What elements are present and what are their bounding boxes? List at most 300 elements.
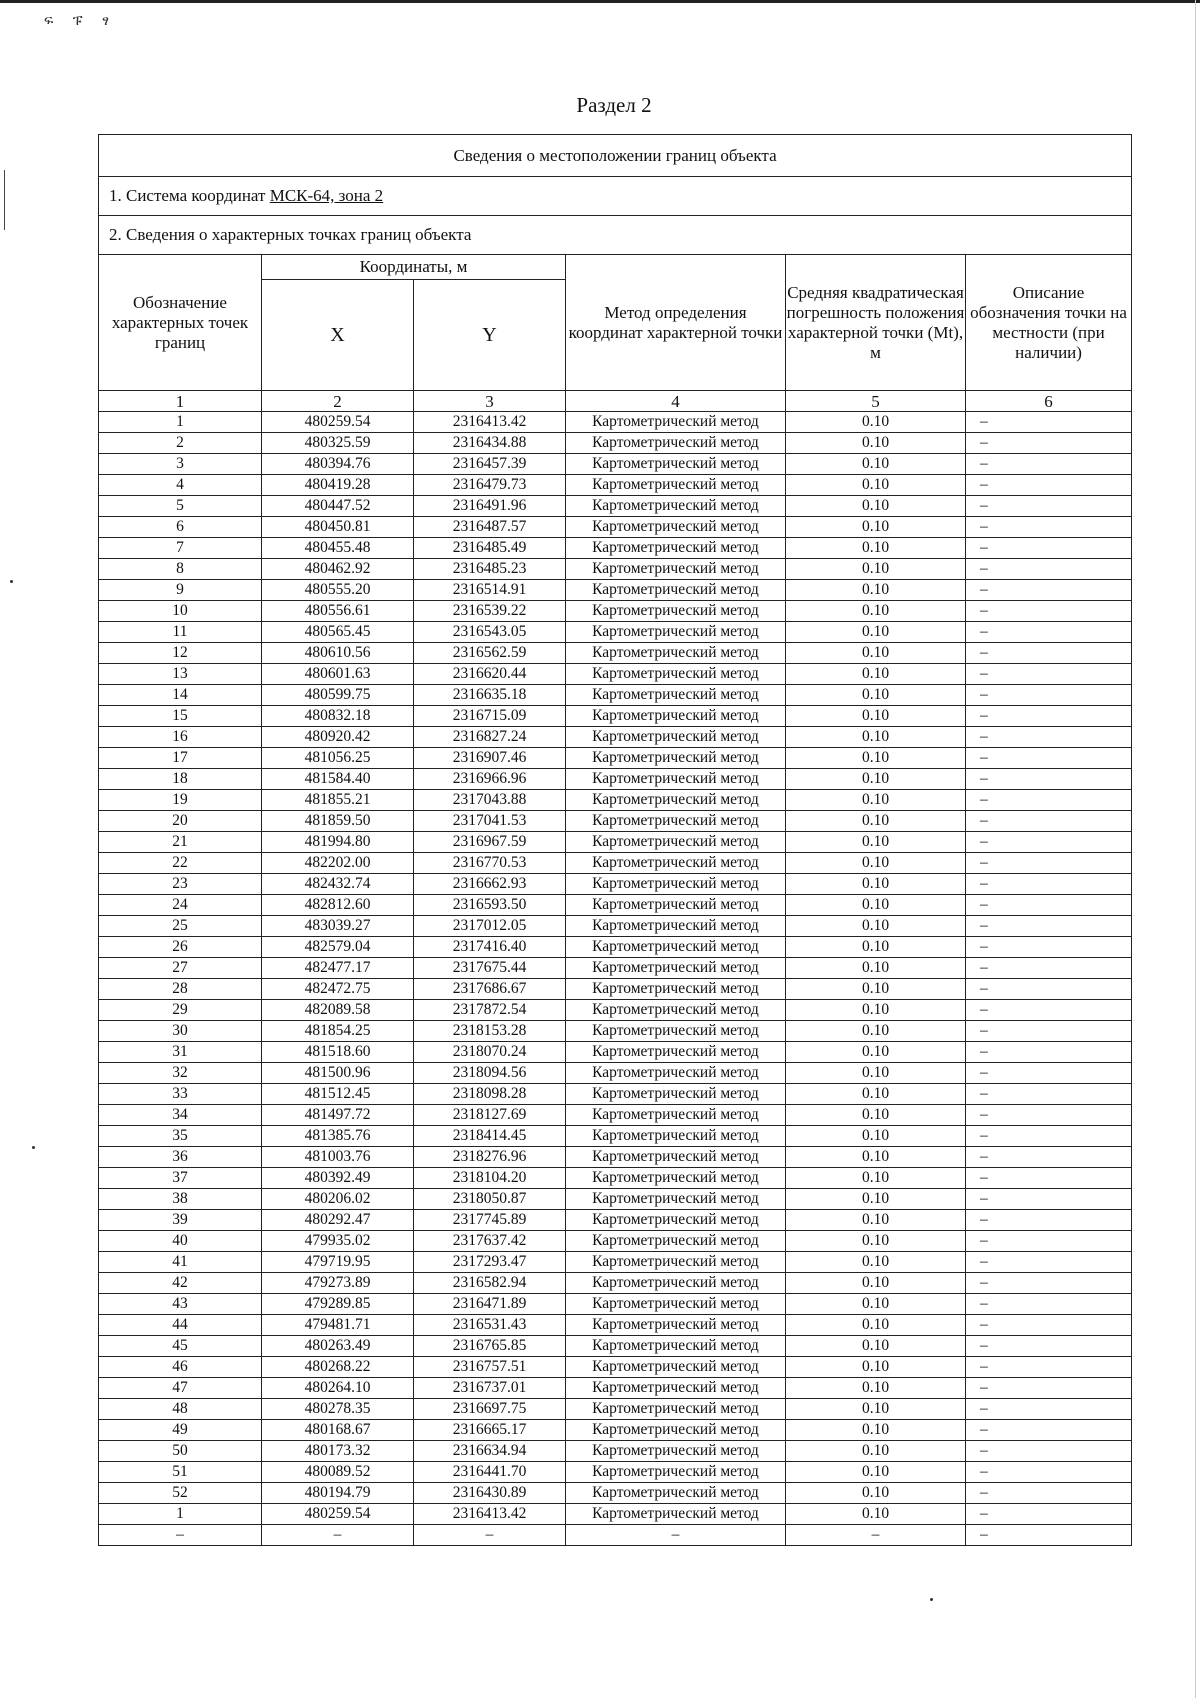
description-cell: –: [966, 1357, 1132, 1378]
error-cell: 0.10: [786, 454, 966, 475]
y-coordinate-cell: 2316539.22: [414, 601, 566, 622]
table-row-empty: [99, 1525, 1132, 1546]
description-cell: –: [966, 1021, 1132, 1042]
table-row: [99, 1042, 1132, 1063]
description-cell: –: [966, 1147, 1132, 1168]
error-cell: 0.10: [786, 706, 966, 727]
point-number-cell: 16: [99, 727, 262, 748]
method-cell: Картометрический метод: [566, 1420, 786, 1441]
method-cell: Картометрический метод: [566, 1105, 786, 1126]
y-coordinate-cell: 2318104.20: [414, 1168, 566, 1189]
description-cell: –: [966, 1042, 1132, 1063]
coordinate-system-value: МСК-64, зона 2: [269, 186, 384, 205]
point-number-cell: 14: [99, 685, 262, 706]
error-cell: 0.10: [786, 1504, 966, 1525]
error-cell: 0.10: [786, 1231, 966, 1252]
table-row: [99, 1021, 1132, 1042]
table-row: [99, 748, 1132, 769]
y-coordinate-cell: 2318094.56: [414, 1063, 566, 1084]
error-cell: 0.10: [786, 622, 966, 643]
table-row: [99, 769, 1132, 790]
column-number: 2: [262, 391, 414, 412]
description-cell: –: [966, 1336, 1132, 1357]
x-coordinate-cell: 481584.40: [262, 769, 414, 790]
x-coordinate-cell: 481500.96: [262, 1063, 414, 1084]
method-cell: Картометрический метод: [566, 874, 786, 895]
right-edge-line: [1195, 0, 1196, 1698]
x-coordinate-cell: 480455.48: [262, 538, 414, 559]
section-title: Раздел 2: [576, 93, 652, 117]
x-coordinate-cell: 480601.63: [262, 664, 414, 685]
description-cell: –: [966, 1189, 1132, 1210]
x-coordinate-cell: 479273.89: [262, 1273, 414, 1294]
description-cell: –: [966, 601, 1132, 622]
x-coordinate-cell: 480419.28: [262, 475, 414, 496]
method-cell: Картометрический метод: [566, 1441, 786, 1462]
error-cell: 0.10: [786, 1357, 966, 1378]
point-number-cell: 43: [99, 1294, 262, 1315]
x-coordinate-cell: 479935.02: [262, 1231, 414, 1252]
x-coordinate-cell: 481994.80: [262, 832, 414, 853]
method-cell: Картометрический метод: [566, 1357, 786, 1378]
error-cell: 0.10: [786, 559, 966, 580]
x-coordinate-cell: 480268.22: [262, 1357, 414, 1378]
empty-dash-cell: –: [414, 1525, 566, 1546]
point-number-cell: 37: [99, 1168, 262, 1189]
x-coordinate-cell: 481859.50: [262, 811, 414, 832]
description-cell: –: [966, 1231, 1132, 1252]
description-cell: –: [966, 1504, 1132, 1525]
empty-dash-cell: –: [99, 1525, 262, 1546]
y-coordinate-cell: 2316827.24: [414, 727, 566, 748]
y-coordinate-cell: 2318098.28: [414, 1084, 566, 1105]
table-row: [99, 1378, 1132, 1399]
point-number-cell: 40: [99, 1231, 262, 1252]
y-coordinate-cell: 2318127.69: [414, 1105, 566, 1126]
error-cell: 0.10: [786, 1378, 966, 1399]
error-cell: 0.10: [786, 1126, 966, 1147]
y-coordinate-cell: 2316737.01: [414, 1378, 566, 1399]
point-number-cell: 10: [99, 601, 262, 622]
y-coordinate-cell: 2316697.75: [414, 1399, 566, 1420]
table-row: [99, 958, 1132, 979]
x-coordinate-cell: 479289.85: [262, 1294, 414, 1315]
table-row: [99, 1063, 1132, 1084]
table-row: [99, 790, 1132, 811]
y-coordinate-cell: 2316485.23: [414, 559, 566, 580]
table-row: [99, 916, 1132, 937]
y-coordinate-cell: 2318276.96: [414, 1147, 566, 1168]
empty-dash-cell: –: [566, 1525, 786, 1546]
description-cell: –: [966, 832, 1132, 853]
y-coordinate-cell: 2316634.94: [414, 1441, 566, 1462]
table-row: [99, 538, 1132, 559]
description-cell: –: [966, 643, 1132, 664]
y-coordinate-cell: 2317012.05: [414, 916, 566, 937]
description-cell: –: [966, 853, 1132, 874]
point-number-cell: 9: [99, 580, 262, 601]
x-coordinate-cell: 483039.27: [262, 916, 414, 937]
method-cell: Картометрический метод: [566, 1063, 786, 1084]
method-cell: Картометрический метод: [566, 643, 786, 664]
description-cell: –: [966, 412, 1132, 433]
description-cell: –: [966, 769, 1132, 790]
error-cell: 0.10: [786, 916, 966, 937]
point-number-cell: 26: [99, 937, 262, 958]
description-cell: –: [966, 1399, 1132, 1420]
y-coordinate-cell: 2316907.46: [414, 748, 566, 769]
error-cell: 0.10: [786, 1021, 966, 1042]
method-cell: Картометрический метод: [566, 769, 786, 790]
error-cell: 0.10: [786, 1210, 966, 1231]
table-row: [99, 643, 1132, 664]
y-coordinate-cell: 2317041.53: [414, 811, 566, 832]
error-cell: 0.10: [786, 1462, 966, 1483]
error-cell: 0.10: [786, 748, 966, 769]
description-cell: –: [966, 433, 1132, 454]
x-coordinate-cell: 480832.18: [262, 706, 414, 727]
x-coordinate-cell: 480556.61: [262, 601, 414, 622]
point-number-cell: 24: [99, 895, 262, 916]
method-cell: Картометрический метод: [566, 580, 786, 601]
table-row: [99, 601, 1132, 622]
table-row: [99, 853, 1132, 874]
error-cell: 0.10: [786, 874, 966, 895]
point-number-cell: 35: [99, 1126, 262, 1147]
error-cell: 0.10: [786, 1105, 966, 1126]
left-margin-mark: [4, 170, 5, 230]
x-coordinate-cell: 480920.42: [262, 727, 414, 748]
error-cell: 0.10: [786, 937, 966, 958]
table-row: [99, 1105, 1132, 1126]
x-coordinate-cell: 479719.95: [262, 1252, 414, 1273]
error-cell: 0.10: [786, 1252, 966, 1273]
x-coordinate-cell: 480292.47: [262, 1210, 414, 1231]
point-number-cell: 8: [99, 559, 262, 580]
error-cell: 0.10: [786, 685, 966, 706]
method-cell: Картометрический метод: [566, 454, 786, 475]
table-row: [99, 1231, 1132, 1252]
point-number-cell: 34: [99, 1105, 262, 1126]
table-row: [99, 1147, 1132, 1168]
point-number-cell: 3: [99, 454, 262, 475]
table-row: [99, 1336, 1132, 1357]
point-number-cell: 5: [99, 496, 262, 517]
table-row: [99, 664, 1132, 685]
table-row: [99, 1420, 1132, 1441]
method-cell: Картометрический метод: [566, 748, 786, 769]
x-coordinate-cell: 480259.54: [262, 1504, 414, 1525]
table-row: [99, 895, 1132, 916]
column-number: 4: [566, 391, 786, 412]
y-coordinate-cell: 2316430.89: [414, 1483, 566, 1504]
method-cell: Картометрический метод: [566, 1483, 786, 1504]
point-number-cell: 25: [99, 916, 262, 937]
method-cell: Картометрический метод: [566, 1504, 786, 1525]
description-cell: –: [966, 874, 1132, 895]
scan-speck: [32, 1146, 35, 1149]
point-number-cell: 49: [99, 1420, 262, 1441]
description-cell: –: [966, 748, 1132, 769]
description-cell: –: [966, 958, 1132, 979]
y-coordinate-cell: 2316471.89: [414, 1294, 566, 1315]
error-cell: 0.10: [786, 580, 966, 601]
method-cell: Картометрический метод: [566, 1168, 786, 1189]
error-cell: 0.10: [786, 1084, 966, 1105]
point-number-cell: 1: [99, 412, 262, 433]
point-number-cell: 17: [99, 748, 262, 769]
x-coordinate-cell: 480392.49: [262, 1168, 414, 1189]
description-cell: –: [966, 1441, 1132, 1462]
y-coordinate-cell: 2316491.96: [414, 496, 566, 517]
y-coordinate-cell: 2317745.89: [414, 1210, 566, 1231]
y-coordinate-cell: 2316620.44: [414, 664, 566, 685]
x-coordinate-cell: 480462.92: [262, 559, 414, 580]
x-coordinate-cell: 480447.52: [262, 496, 414, 517]
method-cell: Картометрический метод: [566, 916, 786, 937]
corner-marks: ፍ ፑ ፃ: [44, 14, 117, 29]
x-coordinate-cell: 482089.58: [262, 1000, 414, 1021]
error-cell: 0.10: [786, 433, 966, 454]
x-coordinate-cell: 480089.52: [262, 1462, 414, 1483]
y-coordinate-cell: 2316485.49: [414, 538, 566, 559]
description-cell: –: [966, 1462, 1132, 1483]
method-cell: Картометрический метод: [566, 622, 786, 643]
y-coordinate-cell: 2316514.91: [414, 580, 566, 601]
point-number-cell: 44: [99, 1315, 262, 1336]
x-coordinate-cell: 480555.20: [262, 580, 414, 601]
method-cell: Картометрический метод: [566, 1273, 786, 1294]
y-coordinate-cell: 2316665.17: [414, 1420, 566, 1441]
y-coordinate-cell: 2317675.44: [414, 958, 566, 979]
description-cell: –: [966, 496, 1132, 517]
y-coordinate-cell: 2318153.28: [414, 1021, 566, 1042]
method-cell: Картометрический метод: [566, 1189, 786, 1210]
point-number-cell: 41: [99, 1252, 262, 1273]
error-cell: 0.10: [786, 1483, 966, 1504]
x-coordinate-cell: 481518.60: [262, 1042, 414, 1063]
table-row: [99, 685, 1132, 706]
table-row: [99, 1399, 1132, 1420]
y-coordinate-cell: 2316434.88: [414, 433, 566, 454]
table-title: Сведения о местоположении границ объекта: [99, 135, 1132, 177]
y-coordinate-cell: 2317293.47: [414, 1252, 566, 1273]
table-row: [99, 433, 1132, 454]
table-row: [99, 1210, 1132, 1231]
table-row: [99, 1357, 1132, 1378]
x-coordinate-cell: 480206.02: [262, 1189, 414, 1210]
error-cell: 0.10: [786, 601, 966, 622]
point-number-cell: 28: [99, 979, 262, 1000]
point-number-cell: 31: [99, 1042, 262, 1063]
method-cell: Картометрический метод: [566, 1000, 786, 1021]
description-cell: –: [966, 538, 1132, 559]
x-coordinate-cell: 482812.60: [262, 895, 414, 916]
point-number-cell: 38: [99, 1189, 262, 1210]
header-point-label: Обозначение характерных точек границ: [99, 255, 262, 391]
error-cell: 0.10: [786, 475, 966, 496]
description-cell: –: [966, 1168, 1132, 1189]
x-coordinate-cell: 480263.49: [262, 1336, 414, 1357]
description-cell: –: [966, 559, 1132, 580]
point-number-cell: 51: [99, 1462, 262, 1483]
point-number-cell: 18: [99, 769, 262, 790]
table-row: [99, 517, 1132, 538]
description-cell: –: [966, 1378, 1132, 1399]
error-cell: 0.10: [786, 1441, 966, 1462]
error-cell: 0.10: [786, 1063, 966, 1084]
error-cell: 0.10: [786, 1294, 966, 1315]
point-number-cell: 42: [99, 1273, 262, 1294]
y-coordinate-cell: 2316765.85: [414, 1336, 566, 1357]
x-coordinate-cell: 482579.04: [262, 937, 414, 958]
table-row: [99, 1441, 1132, 1462]
y-coordinate-cell: 2316715.09: [414, 706, 566, 727]
description-cell: –: [966, 622, 1132, 643]
error-cell: 0.10: [786, 517, 966, 538]
point-number-cell: 6: [99, 517, 262, 538]
x-coordinate-cell: 480259.54: [262, 412, 414, 433]
empty-dash-cell: –: [966, 1525, 1132, 1546]
error-cell: 0.10: [786, 853, 966, 874]
table-row: [99, 706, 1132, 727]
method-cell: Картометрический метод: [566, 1378, 786, 1399]
table-row: [99, 937, 1132, 958]
point-number-cell: 12: [99, 643, 262, 664]
method-cell: Картометрический метод: [566, 706, 786, 727]
table-row: [99, 454, 1132, 475]
description-cell: –: [966, 454, 1132, 475]
point-number-cell: 13: [99, 664, 262, 685]
description-cell: –: [966, 1000, 1132, 1021]
error-cell: 0.10: [786, 412, 966, 433]
point-number-cell: 36: [99, 1147, 262, 1168]
error-cell: 0.10: [786, 958, 966, 979]
error-cell: 0.10: [786, 643, 966, 664]
coordinate-system-prefix: 1. Система координат: [109, 186, 270, 205]
y-coordinate-cell: 2317872.54: [414, 1000, 566, 1021]
table-row: [99, 1189, 1132, 1210]
point-number-cell: 21: [99, 832, 262, 853]
y-coordinate-cell: 2317416.40: [414, 937, 566, 958]
y-coordinate-cell: 2316531.43: [414, 1315, 566, 1336]
x-coordinate-cell: 480194.79: [262, 1483, 414, 1504]
header-coordinates: Координаты, м: [262, 255, 566, 280]
description-cell: –: [966, 1210, 1132, 1231]
method-cell: Картометрический метод: [566, 1399, 786, 1420]
table-row: [99, 874, 1132, 895]
description-cell: –: [966, 727, 1132, 748]
point-number-cell: 19: [99, 790, 262, 811]
x-coordinate-cell: 480173.32: [262, 1441, 414, 1462]
method-cell: Картометрический метод: [566, 958, 786, 979]
error-cell: 0.10: [786, 895, 966, 916]
table-row: [99, 1252, 1132, 1273]
method-cell: Картометрический метод: [566, 1210, 786, 1231]
method-cell: Картометрический метод: [566, 811, 786, 832]
table-row: [99, 1294, 1132, 1315]
table-row: [99, 1084, 1132, 1105]
table-row: [99, 475, 1132, 496]
y-coordinate-cell: 2316757.51: [414, 1357, 566, 1378]
error-cell: 0.10: [786, 832, 966, 853]
y-coordinate-cell: 2318414.45: [414, 1126, 566, 1147]
y-coordinate-cell: 2316543.05: [414, 622, 566, 643]
point-number-cell: 32: [99, 1063, 262, 1084]
x-coordinate-cell: 481056.25: [262, 748, 414, 769]
table-row: [99, 1462, 1132, 1483]
table-row: [99, 559, 1132, 580]
point-number-cell: 4: [99, 475, 262, 496]
description-cell: –: [966, 475, 1132, 496]
table-row: [99, 496, 1132, 517]
method-cell: Картометрический метод: [566, 433, 786, 454]
method-cell: Картометрический метод: [566, 1336, 786, 1357]
error-cell: 0.10: [786, 1000, 966, 1021]
y-coordinate-cell: 2316966.96: [414, 769, 566, 790]
error-cell: 0.10: [786, 1420, 966, 1441]
point-number-cell: 1: [99, 1504, 262, 1525]
x-coordinate-cell: 480610.56: [262, 643, 414, 664]
error-cell: 0.10: [786, 1315, 966, 1336]
point-number-cell: 46: [99, 1357, 262, 1378]
x-coordinate-cell: 482202.00: [262, 853, 414, 874]
point-number-cell: 52: [99, 1483, 262, 1504]
point-number-cell: 33: [99, 1084, 262, 1105]
error-cell: 0.10: [786, 1042, 966, 1063]
y-coordinate-cell: 2317637.42: [414, 1231, 566, 1252]
column-number: 6: [966, 391, 1132, 412]
table-row: [99, 1273, 1132, 1294]
method-cell: Картометрический метод: [566, 1294, 786, 1315]
x-coordinate-cell: 480450.81: [262, 517, 414, 538]
header-x: X: [262, 280, 414, 391]
coordinate-system-line: [99, 177, 1132, 216]
description-cell: –: [966, 1126, 1132, 1147]
table-row: [99, 1126, 1132, 1147]
description-cell: –: [966, 979, 1132, 1000]
method-cell: Картометрический метод: [566, 496, 786, 517]
method-cell: Картометрический метод: [566, 1126, 786, 1147]
table-row: [99, 412, 1132, 433]
table-row: [99, 622, 1132, 643]
point-number-cell: 7: [99, 538, 262, 559]
y-coordinate-cell: 2316441.70: [414, 1462, 566, 1483]
x-coordinate-cell: 481512.45: [262, 1084, 414, 1105]
y-coordinate-cell: 2316582.94: [414, 1273, 566, 1294]
y-coordinate-cell: 2316479.73: [414, 475, 566, 496]
y-coordinate-cell: 2317686.67: [414, 979, 566, 1000]
table-row: [99, 727, 1132, 748]
y-coordinate-cell: 2318070.24: [414, 1042, 566, 1063]
y-coordinate-cell: 2316413.42: [414, 1504, 566, 1525]
method-cell: Картометрический метод: [566, 895, 786, 916]
method-cell: Картометрический метод: [566, 790, 786, 811]
y-coordinate-cell: 2317043.88: [414, 790, 566, 811]
x-coordinate-cell: 480325.59: [262, 433, 414, 454]
error-cell: 0.10: [786, 979, 966, 1000]
x-coordinate-cell: 480394.76: [262, 454, 414, 475]
method-cell: Картометрический метод: [566, 1462, 786, 1483]
error-cell: 0.10: [786, 664, 966, 685]
table-row: [99, 979, 1132, 1000]
y-coordinate-cell: 2316967.59: [414, 832, 566, 853]
description-cell: –: [966, 1273, 1132, 1294]
x-coordinate-cell: 481003.76: [262, 1147, 414, 1168]
method-cell: Картометрический метод: [566, 1042, 786, 1063]
y-coordinate-cell: 2316562.59: [414, 643, 566, 664]
error-cell: 0.10: [786, 811, 966, 832]
